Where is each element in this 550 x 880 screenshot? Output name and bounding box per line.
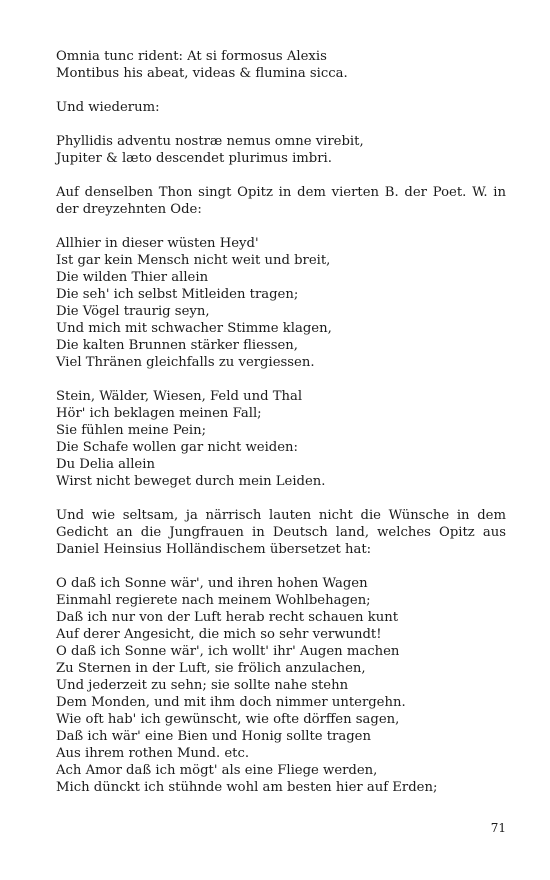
verse-line: Wirst nicht beweget durch mein Leiden. bbox=[56, 474, 326, 489]
page-body bbox=[56, 48, 506, 813]
verse-line: Die seh' ich selbst Mitleiden tragen; bbox=[56, 287, 299, 302]
prose-paragraph: Auf denselben Thon singt Opitz in dem vierten B. der Poet. W. in der dreyzehnten Ode: bbox=[56, 185, 506, 217]
verse-line: Montibus his abeat, videas & flumina sicca. bbox=[56, 66, 348, 81]
verse-line: Daß ich nur von der Luft herab recht schauen kunt bbox=[56, 610, 398, 625]
page-number: 71 bbox=[490, 821, 506, 835]
verse-line: Einmahl regierete nach meinem Wohlbehagen; bbox=[56, 593, 371, 608]
verse-line: Die wilden Thier allein bbox=[56, 270, 209, 285]
verse-line: Jupiter & læto descendet plurimus imbri. bbox=[56, 151, 332, 166]
verse-line: Ach Amor daß ich mögt' als eine Fliege werden, bbox=[56, 763, 378, 778]
verse-line: O daß ich Sonne wär', ich wollt' ihr' Augen machen bbox=[56, 644, 400, 659]
verse-line: Wie oft hab' ich gewünscht, wie ofte dörffen sagen, bbox=[56, 712, 400, 727]
verse-line: Zu Sternen in der Luft, sie frölich anzulachen, bbox=[56, 661, 366, 676]
verse-line: Du Delia allein bbox=[56, 457, 155, 472]
verse-line: Dem Monden, und mit ihm doch nimmer untergehn. bbox=[56, 695, 406, 710]
verse-line: Die kalten Brunnen stärker fliessen, bbox=[56, 338, 298, 353]
verse-line: Omnia tunc rident: At si formosus Alexis bbox=[56, 49, 327, 64]
verse-line: Viel Thränen gleichfalls zu vergiessen. bbox=[56, 355, 315, 370]
verse-block-opitz-stanza-1 bbox=[56, 235, 506, 371]
prose-paragraph: Und wiederum: bbox=[56, 100, 160, 115]
verse-block-latin-2 bbox=[56, 133, 506, 167]
verse-line: O daß ich Sonne wär', und ihren hohen Wagen bbox=[56, 576, 368, 591]
verse-line: Hör' ich beklagen meinen Fall; bbox=[56, 406, 262, 421]
verse-line: Und mich mit schwacher Stimme klagen, bbox=[56, 321, 332, 336]
verse-line: Mich dünckt ich stühnde wohl am besten hier auf Erden; bbox=[56, 780, 438, 795]
verse-line: Phyllidis adventu nostræ nemus omne virebit, bbox=[56, 134, 364, 149]
prose-paragraph: Und wie seltsam, ja närrisch lauten nicht die Wünsche in dem Gedicht an die Jungfrauen in Deutsch land, welches Opitz aus Daniel Heinsius Holländischem übersetzet hat: bbox=[56, 508, 506, 557]
verse-line: Die Vögel traurig seyn, bbox=[56, 304, 210, 319]
verse-line: Die Schafe wollen gar nicht weiden: bbox=[56, 440, 298, 455]
verse-line: Aus ihrem rothen Mund. etc. bbox=[56, 746, 250, 761]
verse-line: Allhier in dieser wüsten Heyd' bbox=[56, 236, 259, 251]
verse-line: Und jederzeit zu sehn; sie sollte nahe stehn bbox=[56, 678, 349, 693]
verse-line: Sie fühlen meine Pein; bbox=[56, 423, 207, 438]
verse-line: Auf derer Angesicht, die mich so sehr verwundt! bbox=[56, 627, 382, 642]
verse-line: Ist gar kein Mensch nicht weit und breit, bbox=[56, 253, 331, 268]
verse-line: Daß ich wär' eine Bien und Honig sollte tragen bbox=[56, 729, 371, 744]
verse-line: Stein, Wälder, Wiesen, Feld und Thal bbox=[56, 389, 303, 404]
verse-block-heinsius bbox=[56, 575, 506, 796]
verse-block-latin-1 bbox=[56, 48, 506, 82]
verse-block-opitz-stanza-2 bbox=[56, 388, 506, 490]
